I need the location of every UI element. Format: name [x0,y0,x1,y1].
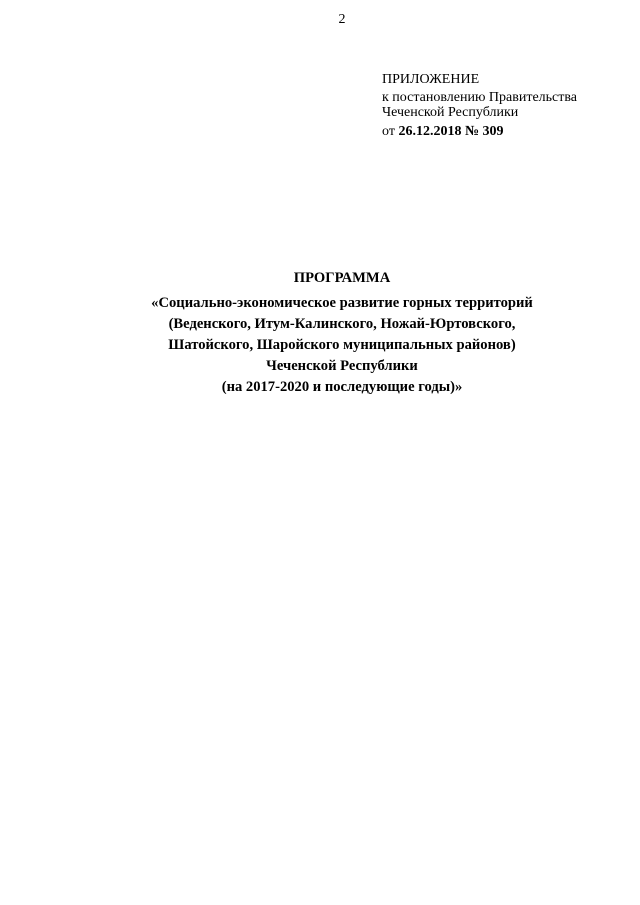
resolution-number: 309 [482,124,504,139]
date-prefix: от [382,124,399,139]
number-sign: № [461,124,483,139]
program-title-line: (на 2017-2020 и последующие годы)» [221,379,463,395]
resolution-date: 26.12.2018 [398,124,462,139]
program-title-line: «Социально-экономическое развитие горных территорий [151,295,533,311]
page-number: 2 [338,12,346,27]
program-title-line: (Веденского, Итум-Калинского, Ножай-Юртовского, [168,316,516,332]
program-title-line: Шатойского, Шаройского муниципальных районов) [168,337,516,353]
appendix-title: ПРИЛОЖЕНИЕ [382,72,480,87]
appendix-resolution-line: к постановлению Правительства [382,90,578,105]
appendix-block [382,72,632,139]
program-heading: ПРОГРАММА [293,270,391,286]
program-title-line: Чеченской Республики [266,358,418,374]
appendix-date-line [382,124,632,139]
appendix-government-line: Чеченской Республики [382,105,519,120]
program-title-block [0,268,640,398]
